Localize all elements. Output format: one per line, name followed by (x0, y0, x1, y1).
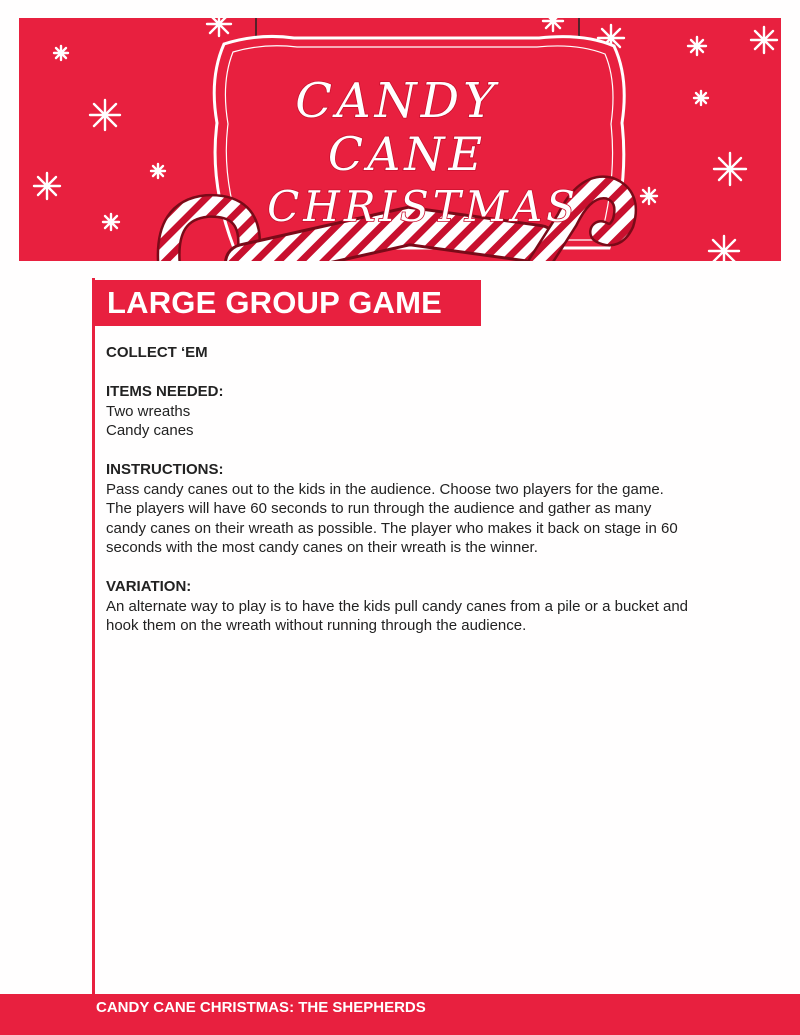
items-heading: ITEMS NEEDED: (106, 383, 224, 400)
banner-title-line: CHRISTMAS (267, 182, 579, 231)
snowflake-icon (709, 236, 739, 261)
section-title: LARGE GROUP GAME (107, 285, 443, 320)
snowflake-icon (103, 214, 119, 230)
section-header (92, 280, 485, 326)
variation-line: An alternate way to play is to have the kids pull candy canes from a pile or a bucket and (106, 597, 688, 615)
page-footer (0, 994, 800, 1035)
snowflake-icon (90, 100, 120, 130)
variation-line: hook them on the wreath without running through the audience. (106, 617, 527, 634)
snowflake-icon (543, 18, 563, 31)
list-item: Two wreaths (106, 402, 191, 420)
snowflake-icon (641, 188, 657, 204)
banner-title-line: CANDY (295, 73, 499, 129)
list-item: Candy canes (106, 422, 194, 439)
snowflake-icon (34, 173, 60, 199)
instructions-heading: INSTRUCTIONS: (106, 461, 224, 478)
banner-artwork (19, 18, 781, 261)
banner-title-line: CANE (327, 127, 487, 181)
instructions-line: seconds with the most candy canes on their wreath is the winner. (106, 539, 538, 556)
snowflake-icon (207, 18, 231, 36)
footer-text: CANDY CANE CHRISTMAS: THE SHEPHERDS (96, 999, 426, 1016)
instructions-line: candy canes on their wreath as possible. The player who makes it back on stage in 60 (106, 519, 678, 537)
snowflake-icon (751, 27, 777, 53)
game-name: COLLECT ‘EM (106, 344, 208, 361)
accent-rule (92, 278, 95, 998)
instructions-line: Pass candy canes out to the kids in the audience. Choose two players for the game. (106, 480, 664, 498)
snowflake-icon (714, 153, 746, 185)
header-banner (19, 18, 781, 261)
game-content (106, 343, 726, 636)
snowflake-icon (151, 164, 165, 178)
snowflake-icon (694, 91, 708, 105)
snowflake-icon (688, 37, 706, 55)
instructions-line: The players will have 60 seconds to run through the audience and gather as many (106, 500, 652, 517)
variation-heading: VARIATION: (106, 578, 192, 595)
snowflake-icon (54, 46, 68, 60)
